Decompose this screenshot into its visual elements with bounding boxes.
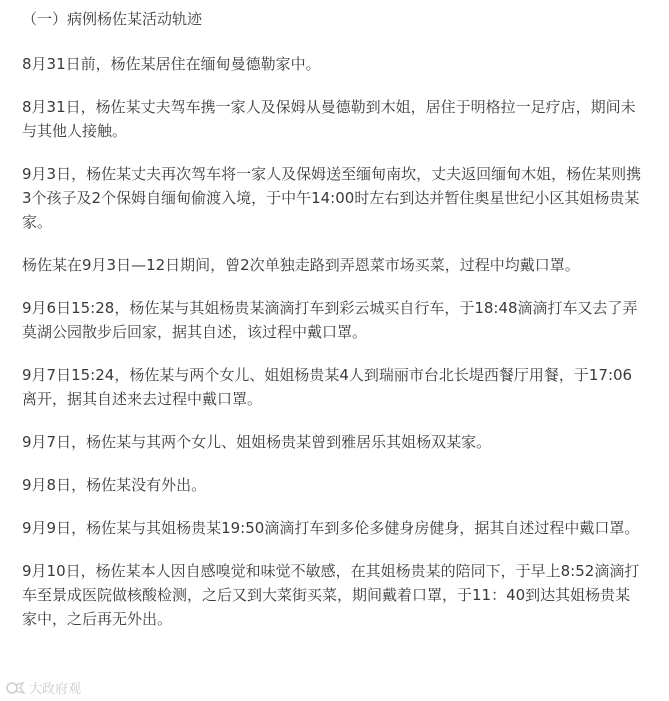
paragraph-sep8: 9月8日，杨佐某没有外出。 (22, 476, 207, 494)
article-body (22, 8, 642, 631)
watermark-logo-icon (6, 681, 26, 695)
paragraph-sep10: 9月10日，杨佐某本人因自感嗅觉和味觉不敏感，在其姐杨贵某的陪同下，于早上8:52滴滴打车至景成医院做核酸检测，之后又到大菜街买菜，期间戴着口罩，于11：40到达其姐杨贵某家中，之后再无外出。 (22, 562, 640, 628)
section-heading: （一）病例杨佐某活动轨迹 (22, 10, 203, 28)
paragraph-aug31-before: 8月31日前，杨佐某居住在缅甸曼德勒家中。 (22, 55, 321, 73)
paragraph-sep3-12: 杨佐某在9月3日—12日期间，曾2次单独走路到弄恩菜市场买菜，过程中均戴口罩。 (22, 256, 580, 274)
watermark-text: 大政府观 (29, 682, 82, 697)
paragraph-aug31: 8月31日，杨佐某丈夫驾车携一家人及保姆从曼德勒到木姐，居住于明格拉一足疗店，期间未与其他人接触。 (22, 98, 636, 140)
watermark (6, 678, 81, 697)
paragraph-sep7-lunch: 9月7日15:24，杨佐某与两个女儿、姐姐杨贵某4人到瑞丽市台北长堤西餐厅用餐，于17:06离开，据其自述来去过程中戴口罩。 (22, 366, 633, 408)
paragraph-sep3: 9月3日，杨佐某丈夫再次驾车将一家人及保姆送至缅甸南坎，丈夫返回缅甸木姐，杨佐某则携3个孩子及2个保姆自缅甸偷渡入境，于中午14:00时左右到达并暂住奥星世纪小区其姐杨贵某家。 (22, 165, 642, 231)
paragraph-sep6: 9月6日15:28，杨佐某与其姐杨贵某滴滴打车到彩云城买自行车，于18:48滴滴打车又去了弄莫湖公园散步后回家，据其自述，该过程中戴口罩。 (22, 299, 638, 341)
paragraph-sep9: 9月9日，杨佐某与其姐杨贵某19:50滴滴打车到多伦多健身房健身，据其自述过程中戴口罩。 (22, 519, 640, 537)
paragraph-sep7-visit: 9月7日，杨佐某与其两个女儿、姐姐杨贵某曾到雅居乐其姐杨双某家。 (22, 433, 492, 451)
